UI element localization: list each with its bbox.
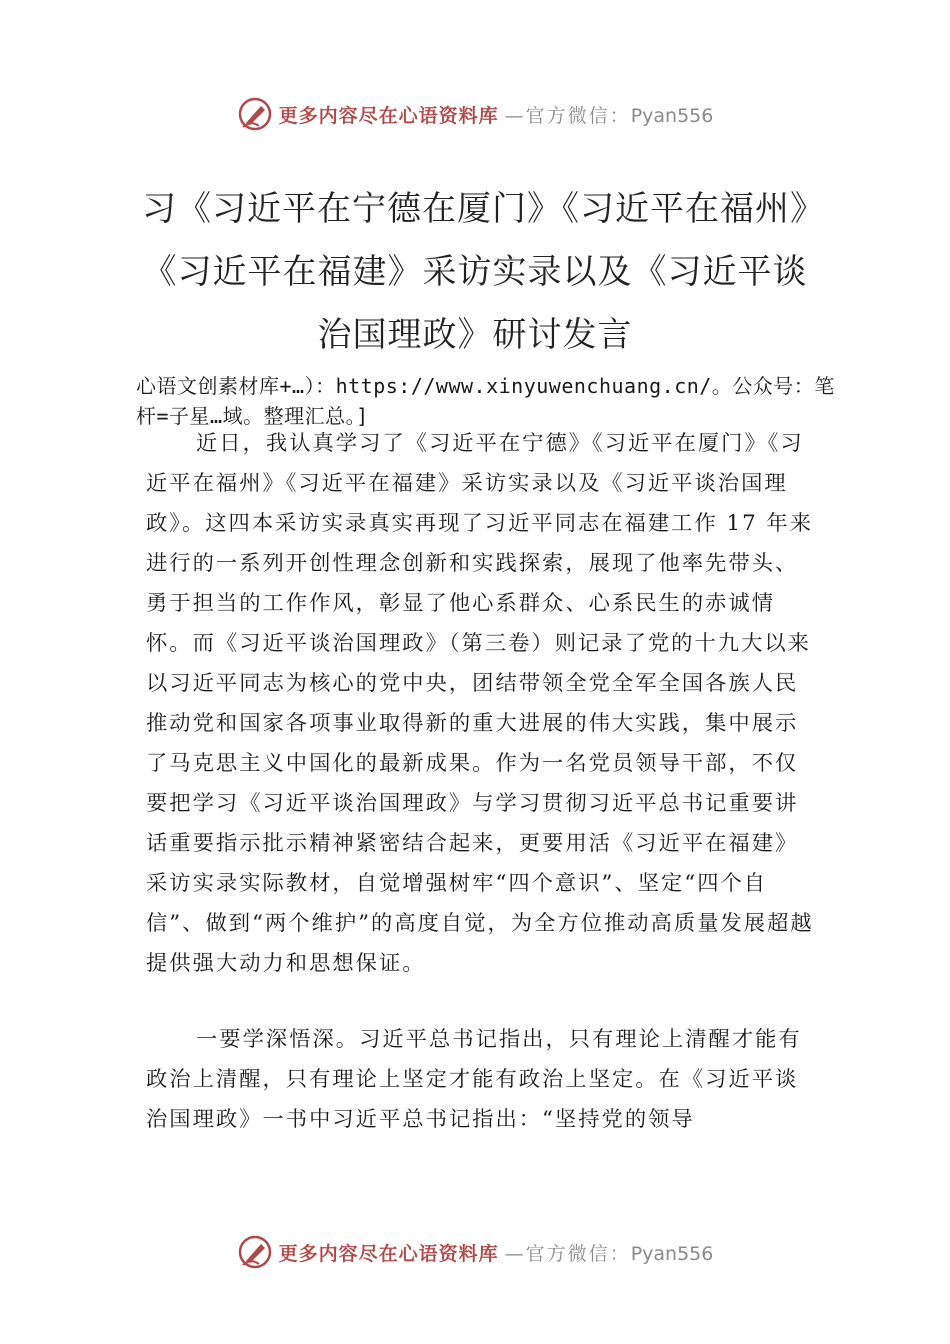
header-wechat-label: —官方微信：: [504, 104, 631, 127]
footer-banner: [0, 1230, 950, 1274]
footer-wechat-label: —官方微信：: [504, 1242, 631, 1265]
body-paragraph-1: 近日，我认真学习了《习近平在宁德》《习近平在厦门》《习近平在福州》《习近平在福建》采访实录以及《习近平谈治国理政》。这四本采访实录真实再现了习近平同志在福建工作 17 年来进行的一系列开创性理念创新和实践探索，展现了他率先带头、勇于担当的工作作风，彰显了他心系群众、心系民生的赤诚情怀。而《习近平谈治国理政》（第三卷）则记录了党的十九大以来以习近平同志为核心的党中央，团结带领全党全军全国各族人民推动党和国家各项事业取得新的重大进展的伟大实践，集中展示了马克思主义中国化的最新成果。作为一名党员领导干部，不仅要把学习《习近平谈治国理政》与学习贯彻习近平总书记重要讲话重要指示批示精神紧密结合起来，更要用活《习近平在福建》采访实录实际教材，自觉增强树牢“四个意识”、坚定“四个自信”、做到“两个维护”的高度自觉，为全方位推动高质量发展超越提供强大动力和思想保证。: [146, 431, 814, 976]
source-note: 心语文创素材库+…）：https://www.xinyuwenchuang.cn/。公众号：笔杆=子星…域。整理汇总。]: [136, 374, 835, 428]
pen-logo-icon: [237, 1234, 273, 1270]
header-banner-sub: [505, 101, 714, 128]
footer-wechat-id: Pyan556: [630, 1242, 714, 1265]
footer-banner-text: 更多内容尽在心语资料库: [278, 1242, 499, 1265]
header-banner: [0, 92, 950, 136]
document-title: 习《习近平在宁德在厦门》《习近平在福州》《习近平在福建》采访实录以及《习近平谈治国理政》研讨发言: [142, 189, 808, 355]
body-paragraph-2: 一要学深悟深。习近平总书记指出，只有理论上清醒才能有政治上清醒，只有理论上坚定才能有政治上坚定。在《习近平谈治国理政》一书中习近平总书记指出：“坚持党的领导: [146, 1027, 802, 1132]
footer-banner-sub: [505, 1239, 714, 1266]
pen-logo-icon: [237, 96, 273, 132]
header-wechat-id: Pyan556: [630, 104, 714, 127]
header-banner-text: 更多内容尽在心语资料库: [278, 104, 499, 127]
